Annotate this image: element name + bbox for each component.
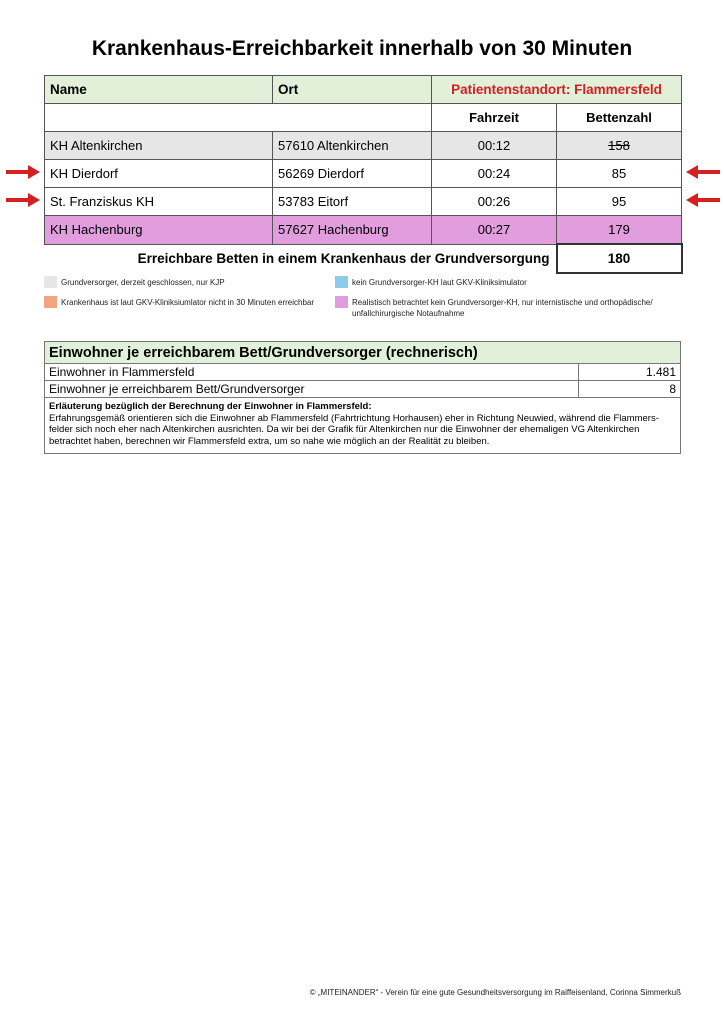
hospital-fahrzeit: 00:26	[432, 188, 557, 216]
table-row	[45, 132, 682, 160]
population-label: Einwohner je erreichbarem Bett/Grundversorger	[45, 381, 579, 398]
hospital-name: St. Franziskus KH	[45, 188, 273, 216]
arrow-right-icon	[6, 193, 40, 207]
note-title: Erläuterung bezüglich der Berechnung der Einwohner in Flammersfeld:	[49, 401, 372, 412]
page-title: Krankenhaus-Erreichbarkeit innerhalb von 30 Minuten	[91, 37, 633, 60]
legend-gray-text: Grundversorger, derzeit geschlossen, nur KJP	[61, 278, 225, 287]
table-row	[45, 381, 681, 398]
hospital-betten: 95	[557, 188, 682, 216]
header-bettenzahl: Bettenzahl	[557, 104, 682, 132]
hospital-betten: 179	[557, 216, 682, 245]
legend-swatch-gray	[44, 276, 57, 288]
note-cell	[45, 398, 681, 454]
total-label: Erreichbare Betten in einem Krankenhaus der Grundversorgung	[45, 244, 557, 273]
legend-swatch-orange	[44, 296, 57, 308]
hospital-fahrzeit: 00:27	[432, 216, 557, 245]
hospital-fahrzeit: 00:24	[432, 160, 557, 188]
header-patient-location: Patientenstandort: Flammersfeld	[432, 76, 682, 104]
hospital-ort: 57610 Altenkirchen	[273, 132, 432, 160]
population-table	[44, 341, 681, 454]
subheader-empty	[45, 104, 432, 132]
arrow-left-icon	[686, 193, 720, 207]
legend-pink-text: Realistisch betrachtet kein Grundversorger-KH, nur internistische und orthopädische/ unfallchirurgische Notaufnahme	[352, 298, 653, 318]
total-row	[45, 244, 682, 273]
table-row	[45, 160, 682, 188]
hospital-name: KH Altenkirchen	[45, 132, 273, 160]
legend-orange-text: Krankenhaus ist laut GKV-Kliniksiumlator nicht in 30 Minuten erreichbar	[61, 298, 315, 307]
hospital-ort: 53783 Eitorf	[273, 188, 432, 216]
table-row	[45, 188, 682, 216]
arrow-right-icon	[6, 165, 40, 179]
hospital-ort: 57627 Hachenburg	[273, 216, 432, 245]
hospital-ort: 56269 Dierdorf	[273, 160, 432, 188]
legend-blue-text: kein Grundversorger-KH laut GKV-Kliniksimulator	[352, 278, 527, 287]
hospital-betten: 85	[557, 160, 682, 188]
footer-copyright: © „MITEINANDER“ - Verein für eine gute Gesundheitsversorgung im Raiffeisenland, Corinna Simmerkuß	[309, 988, 681, 997]
population-header-row	[45, 342, 681, 364]
table-subheader-row	[45, 104, 682, 132]
total-value: 180	[557, 244, 682, 273]
hospital-name: KH Hachenburg	[45, 216, 273, 245]
population-value: 1.481	[579, 364, 681, 381]
note-row	[45, 398, 681, 454]
arrow-left-icon	[686, 165, 720, 179]
population-label: Einwohner in Flammersfeld	[45, 364, 579, 381]
hospital-name: KH Dierdorf	[45, 160, 273, 188]
population-title: Einwohner je erreichbarem Bett/Grundversorger (rechnerisch)	[45, 342, 681, 364]
note-text: Erfahrungsgemäß orientieren sich die Einwohner ab Flammersfeld (Fahrtrichtung Horhausen) eher in Richtung Neuwied, während die Flammersfelder sich noch eher nach Altenkirchen ausrichten. Da wir bei der Grafik für Altenkirchen nur die Einwohner der ehemaligen VG Altenkirchen betrachtet haben, berechnen wir Flammersfeld extra, um so nahe wie möglich an der Realität zu bleiben.	[49, 412, 659, 447]
table-row	[45, 216, 682, 245]
header-name: Name	[45, 76, 273, 104]
header-fahrzeit: Fahrzeit	[432, 104, 557, 132]
header-ort: Ort	[273, 76, 432, 104]
strikethrough-beds: 158	[608, 138, 630, 153]
table-row	[45, 364, 681, 381]
hospital-betten	[557, 132, 682, 160]
population-value: 8	[579, 381, 681, 398]
legend-swatch-pink	[335, 296, 348, 308]
legend-swatch-blue	[335, 276, 348, 288]
table-header-row	[45, 76, 682, 104]
hospital-fahrzeit: 00:12	[432, 132, 557, 160]
hospital-table	[44, 75, 683, 274]
